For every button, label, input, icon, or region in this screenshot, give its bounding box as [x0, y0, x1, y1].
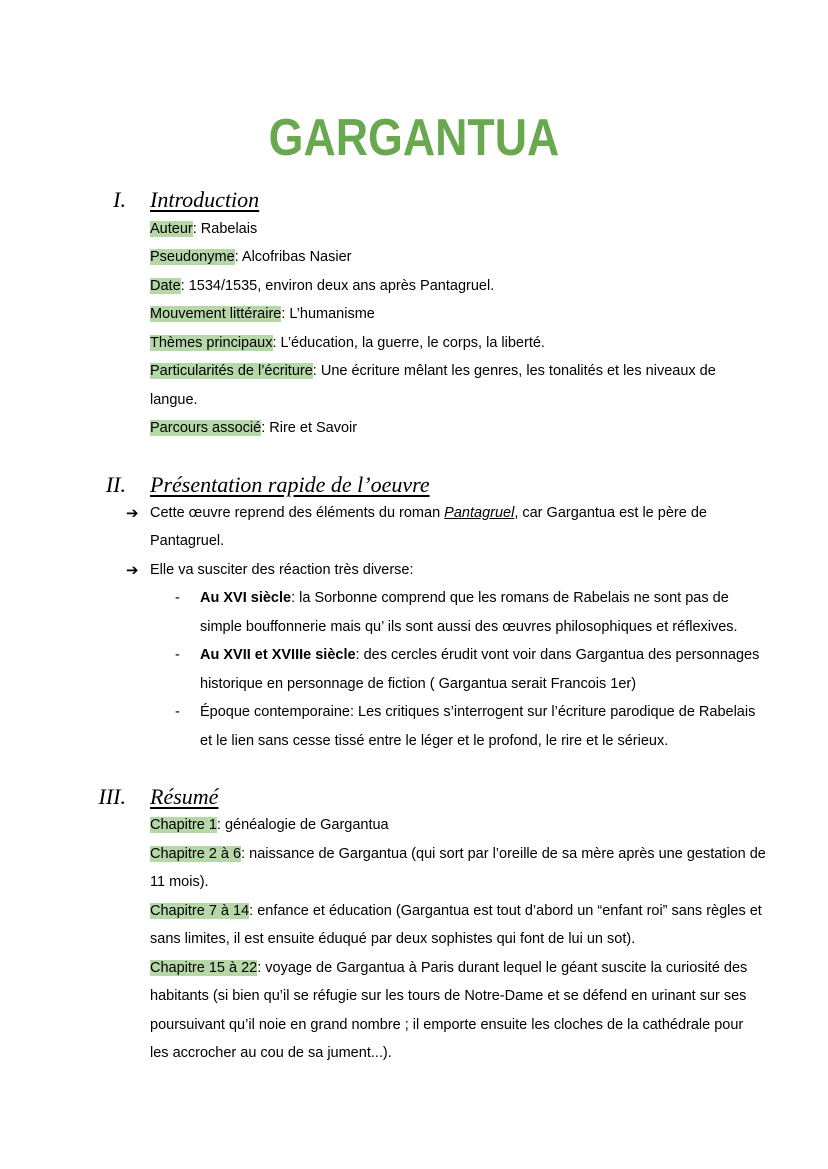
- intro-label: Date: [150, 278, 181, 294]
- page-title: GARGANTUA: [268, 109, 560, 167]
- chapter-continuation: poursuivant qu’il noie en grand nombre ; il emporte ensuite les cloches de la cathédrale pour: [150, 1017, 744, 1033]
- chapter-continuation: les accrocher au cou de sa jument...).: [150, 1045, 392, 1061]
- chapter-label: Chapitre 2 à 6: [150, 846, 242, 862]
- presentation-bullet: Elle va susciter des réaction très diverse:: [150, 562, 414, 578]
- intro-label: Parcours associé: [150, 420, 262, 436]
- arrow-bullet-icon: ➔: [126, 561, 139, 579]
- section-title-resume: Résumé: [150, 784, 219, 809]
- presentation-bullet: [150, 503, 707, 523]
- sub-bullet-continuation: simple bouffonnerie mais qu’ ils sont aussi des œuvres philosophiques et réflexives.: [200, 619, 738, 635]
- chapter-entry: [150, 958, 747, 978]
- dash-bullet-icon: -: [175, 647, 180, 663]
- intro-text: : Rire et Savoir: [261, 420, 358, 436]
- chapter-text: : voyage de Gargantua à Paris durant lequel le géant suscite la curiosité des: [257, 960, 748, 976]
- chapter-label: Chapitre 15 à 22: [150, 960, 258, 976]
- sub-bullet-bold: Au XVII et XVIIIe siècle: [200, 647, 356, 663]
- sub-bullet-continuation: et le lien sans cesse tissé entre le léger et le profond, le rire et le sérieux.: [200, 733, 669, 749]
- chapter-entry: [150, 901, 762, 921]
- section-title-presentation: Présentation rapide de l’oeuvre: [150, 472, 430, 497]
- bullet-text: Cette œuvre reprend des éléments du roman: [150, 505, 445, 521]
- chapter-text: : naissance de Gargantua (qui sort par l’oreille de sa mère après une gestation de: [241, 846, 766, 862]
- sub-bullet-text: : la Sorbonne comprend que les romans de Rabelais ne sont pas de: [291, 590, 729, 606]
- intro-text: : L’éducation, la guerre, le corps, la liberté.: [272, 335, 545, 351]
- sub-bullet-continuation: historique en personnage de fiction ( Gargantua serait Francois 1er): [200, 676, 637, 692]
- section-number-presentation: II.: [105, 472, 126, 497]
- section-number-resume: III.: [98, 784, 126, 809]
- book-title: Pantagruel: [444, 505, 515, 521]
- intro-label: Thèmes principaux: [150, 335, 273, 351]
- bullet-text: , car Gargantua est le père de: [514, 505, 707, 521]
- sub-bullet: Époque contemporaine: Les critiques s’interrogent sur l’écriture parodique de Rabelais: [200, 704, 756, 720]
- sub-bullet-bold: Au XVI siècle: [200, 590, 292, 606]
- arrow-bullet-icon: ➔: [126, 504, 139, 522]
- sub-bullet: [200, 645, 759, 665]
- intro-item: [150, 333, 545, 353]
- chapter-entry: [150, 815, 389, 835]
- chapter-continuation: habitants (si bien qu’il se réfugie sur les tours de Notre-Dame et se défend en urinant sur ses: [150, 988, 747, 1004]
- chapter-continuation: sans limites, il est ensuite éduqué par deux sophistes qui font de lui un sot).: [150, 931, 636, 947]
- intro-text: : Une écriture mêlant les genres, les tonalités et les niveaux de: [312, 363, 716, 379]
- section-title-intro: Introduction: [150, 187, 260, 212]
- intro-text: : 1534/1535, environ deux ans après Pantagruel.: [180, 278, 495, 294]
- intro-text: : L’humanisme: [281, 306, 375, 322]
- sub-bullet-text: : des cercles érudit vont voir dans Gargantua des personnages: [355, 647, 760, 663]
- chapter-continuation: 11 mois).: [150, 874, 209, 890]
- intro-item: [150, 418, 357, 438]
- chapter-label: Chapitre 1: [150, 817, 217, 833]
- dash-bullet-icon: -: [175, 590, 180, 606]
- sub-bullet: [200, 588, 729, 608]
- chapter-label: Chapitre 7 à 14: [150, 903, 250, 919]
- dash-bullet-icon: -: [175, 704, 180, 720]
- intro-item: [150, 219, 257, 239]
- intro-label: Particularités de l’écriture: [150, 363, 313, 379]
- chapter-text: : généalogie de Gargantua: [216, 817, 389, 833]
- intro-item: [150, 247, 352, 267]
- presentation-bullet-continuation: Pantagruel.: [150, 533, 225, 549]
- intro-text: : Alcofribas Nasier: [234, 249, 352, 265]
- intro-label: Mouvement littéraire: [150, 306, 282, 322]
- intro-label: Pseudonyme: [150, 249, 235, 265]
- intro-label: Auteur: [150, 221, 193, 237]
- section-number-intro: I.: [113, 187, 126, 212]
- chapter-entry: [150, 844, 766, 864]
- intro-item-continuation: langue.: [150, 392, 198, 408]
- intro-text: : Rabelais: [192, 221, 258, 237]
- chapter-text: : enfance et éducation (Gargantua est tout d’abord un “enfant roi” sans règles et: [249, 903, 762, 919]
- intro-item: [150, 304, 375, 324]
- intro-item: [150, 361, 716, 381]
- intro-item: [150, 276, 494, 296]
